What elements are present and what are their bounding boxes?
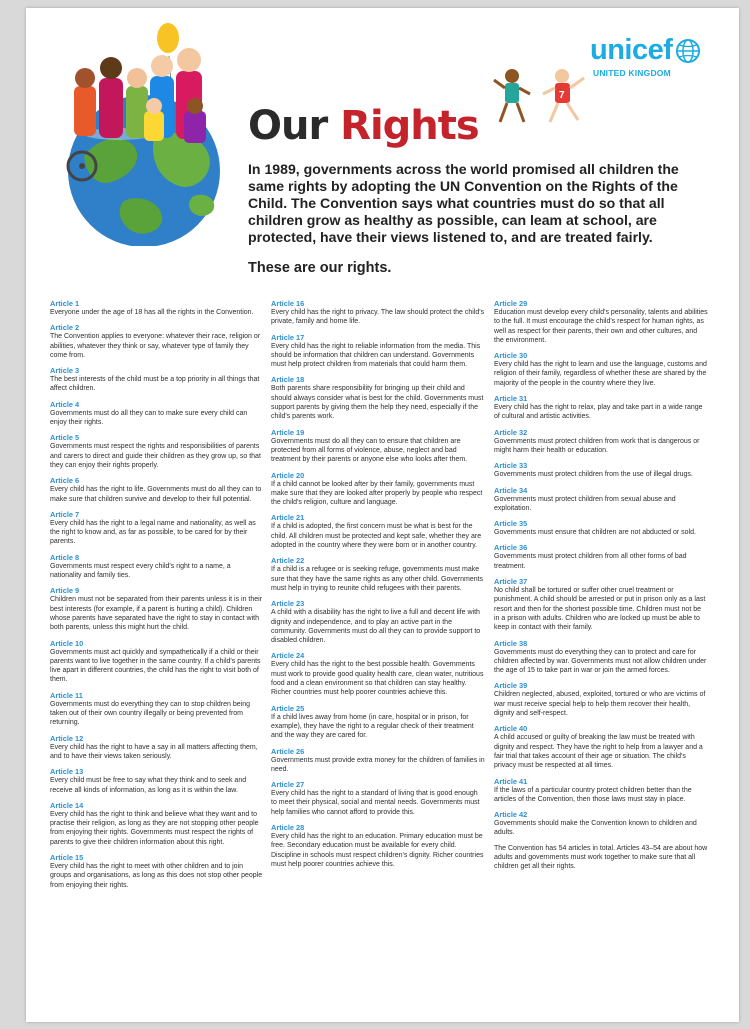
article-entry (271, 556, 485, 593)
article-title: Article 23 (271, 599, 305, 609)
article-title: Article 21 (271, 513, 305, 523)
article-title: Article 5 (50, 433, 80, 443)
article-entry (271, 704, 485, 741)
brand-subtitle: UNITED KINGDOM (593, 68, 671, 78)
article-text: Governments must respect every child's right to a name, a nationality and family ties. (50, 562, 231, 580)
article-title: Article 3 (50, 366, 80, 376)
unicef-globe-icon (675, 38, 701, 64)
article-text: Every child has the right to an education. Primary education must be free. Secondary education must be available for every child. Discipline in schools must respect children's dignity. Richer countries must help poorer countries achieve this. (271, 832, 484, 868)
article-title: Article 11 (50, 690, 83, 700)
article-title: Article 9 (50, 586, 80, 596)
article-text: Every child has the right to the best possible health. Governments must work to provide good quality health care, clean water, nutritious food and a clean environment so that children can stay healthy. Richer countries must help poorer countries achieve this. (271, 661, 484, 697)
article-entry (50, 433, 264, 470)
article-text: If a child is a refugee or is seeking refuge, governments must make sure that they have the same rights as any other child. Governments must help in trying to reunite child refugees with their parents. (271, 566, 484, 592)
article-title: Article 22 (271, 556, 305, 566)
globe-children-illustration (44, 16, 259, 246)
article-title: Article 28 (271, 822, 305, 832)
article-text: Children must not be separated from their parents unless it is in their best interests (for example, if a parent is hurting a child). Children whose parents have separated have the right to stay in contact with both parents, unless this might hurt the child. (50, 596, 263, 632)
article-title: Article 29 (494, 299, 528, 308)
article-title: Article 8 (50, 552, 80, 562)
article-entry (50, 801, 264, 847)
article-title: Article 38 (494, 638, 528, 648)
article-title: Article 25 (271, 703, 305, 713)
article-title: Article 41 (494, 776, 528, 786)
article-entry (50, 767, 264, 795)
article-text: Governments must do all they can to ensure that children are protected from all forms of violence, abuse, neglect and bad treatment by their parents or anyone else who looks after them. (271, 437, 468, 464)
article-entry (494, 777, 708, 805)
article-text: The Convention applies to everyone: whatever their race, religion or abilities, whatever they think or say, whatever type of family they come from. (50, 333, 261, 359)
unicef-logo (590, 34, 701, 78)
article-title: Article 32 (494, 427, 528, 437)
article-text: Governments must ensure that children are not abducted or sold. (494, 529, 696, 537)
article-title: Article 35 (494, 519, 528, 529)
article-title: Article 27 (271, 780, 305, 790)
article-text: Governments must provide extra money for the children of families in need. (271, 756, 485, 773)
article-text: Governments should make the Convention known to children and adults. (494, 820, 697, 837)
article-title: Article 20 (271, 470, 305, 480)
article-entry (494, 639, 708, 676)
article-text: Governments must protect children from the use of illegal drugs. (494, 471, 693, 479)
article-entry (271, 299, 485, 327)
brand-name: unicef (590, 34, 673, 66)
article-entry (494, 461, 708, 479)
article-title: Article 42 (494, 810, 528, 820)
article-text: Governments must do all they can to make sure every child can enjoy their rights. (50, 409, 248, 427)
article-title: Article 34 (494, 485, 528, 495)
article-entry (271, 651, 485, 697)
intro-paragraph: In 1989, governments across the world promised all children the same rights by adopting the UN Convention on the Rights of the Child. The Convention says what countries must do so that all children grow as healthy as possible, can leam at school, are protected, have their views listened to, and are treated fairly. (248, 161, 679, 245)
article-text: Every child has the right to a legal name and nationality, as well as the right to know and, as far as possible, to be cared for by their parents. (50, 519, 256, 546)
article-text: If a child is adopted, the first concern must be what is best for the child. All children must be protected and kept safe, whether they are adopted in the country where they were born or in another country. (271, 523, 482, 550)
article-text: Governments must protect children from all other forms of bad treatment. (494, 553, 687, 570)
article-entry (50, 366, 264, 394)
article-entry (271, 780, 485, 817)
article-entry (494, 394, 708, 422)
article-title: Article 33 (494, 461, 528, 471)
article-entry (494, 724, 708, 770)
article-title: Article 13 (50, 767, 84, 777)
article-entry (271, 599, 485, 645)
article-text: No child shall be tortured or suffer other cruel treatment or punishment. A child should be arrested or put in prison only as a last resort and then for the shortest possible time. Children must not be in a prison with adults. Children who are locked up must be able to keep in contact with their family. (494, 587, 706, 632)
article-entry (494, 543, 708, 571)
article-entry (50, 853, 264, 890)
article-entry (271, 513, 485, 550)
title-part-rights: Rights (340, 103, 479, 149)
article-title: Article 24 (271, 651, 305, 661)
article-title: Article 19 (271, 427, 305, 437)
article-text: Both parents share responsibility for bringing up their child and should always consider what is best for the child. Governments must support parents by giving them the help they need, especially if the child's parents work. (271, 385, 484, 421)
article-text: Every child has the right to think and believe what they want and to practise their religion, as long as they are not stopping other people from enjoying their rights. Governments must respect the rights of parents to give their children information about this right. (50, 810, 259, 846)
articles-column-1 (50, 299, 264, 896)
article-entry (271, 823, 485, 869)
article-text: Every child has the right to a standard of living that is good enough to meet their physical, social and mental needs. Governments must help families who cannot afford to provide this. (271, 790, 480, 816)
article-text: Governments must respect the rights and responsibilities of parents and carers to direct and guide their children as they grow up, so that they can enjoy their rights properly. (50, 443, 261, 469)
article-entry (50, 400, 264, 428)
article-text: Governments must protect children from sexual abuse and exploitation. (494, 495, 676, 512)
articles-column-3 (494, 299, 708, 872)
article-text: A child accused or guilty of breaking the law must be treated with dignity and respect. They have the right to help from a lawyer and a fair trial that takes account of their age or situation. The child's privacy must be respected at all times. (494, 734, 703, 770)
article-title: Article 37 (494, 577, 528, 587)
article-title: Article 31 (494, 394, 528, 404)
article-entry (50, 734, 264, 762)
article-text: Every child has the right to meet with other children and to join groups and organisations, as long as this does not stop other people from enjoying their rights. (50, 862, 263, 889)
article-title: Article 40 (494, 724, 528, 734)
article-entry (271, 747, 485, 775)
title-part-our: Our (248, 103, 328, 149)
article-text: If the laws of a particular country protect children better than the articles of the Convention, then those laws must stay in place. (494, 786, 692, 803)
article-text: Governments must protect children from work that is dangerous or might harm their health or education. (494, 437, 700, 454)
article-entry (494, 810, 708, 838)
article-text: Every child has the right to relax, play and take part in a wide range of cultural and artistic activities. (494, 404, 703, 421)
article-entry (494, 519, 708, 537)
article-text: If a child lives away from home (in care, hospital or in prison, for example), they have the right to a regular check of their treatment and the way they are cared for. (271, 713, 474, 740)
rights-subheading: These are our rights. (248, 260, 392, 276)
article-text: Children neglected, abused, exploited, tortured or who are victims of war must receive special help to help them recover their health, dignity and self-respect. (494, 691, 706, 718)
article-title: Article 2 (50, 323, 80, 333)
shirt-number: 7 (559, 90, 565, 101)
article-entry (271, 375, 485, 421)
article-entry (494, 428, 708, 456)
article-entry (50, 510, 264, 547)
article-title: Article 15 (50, 852, 84, 862)
article-text: If a child cannot be looked after by their family, governments must make sure that they are looked after properly by people who respect the child's religion, culture and language. (271, 480, 483, 507)
article-title: Article 1 (50, 299, 80, 308)
article-title: Article 39 (494, 681, 528, 691)
footer-note: The Convention has 54 articles in total. Articles 43–54 are about how adults and governments must work together to make sure that all children get all their rights. (494, 844, 708, 871)
article-entry (50, 691, 264, 728)
article-text: Education must develop every child's personality, talents and abilities to the full. It must encourage the child's respect for human rights, as well as respect for their parents, their own and other cultures, and the environment. (494, 309, 708, 344)
article-text: Every child has the right to reliable information from the media. This should be information that children can understand. Governments must help protect children from materials that could harm them. (271, 342, 481, 369)
article-title: Article 26 (271, 746, 305, 756)
article-text: Every child has the right to have a say in all matters affecting them, and to have their views taken seriously. (50, 743, 258, 760)
article-text: Everyone under the age of 18 has all the rights in the Convention. (50, 309, 254, 316)
article-entry (494, 486, 708, 514)
article-title: Article 30 (494, 351, 528, 361)
article-title: Article 17 (271, 332, 305, 342)
article-title: Article 14 (50, 800, 84, 810)
article-text: Every child must be free to say what they think and to seek and receive all kinds of information, as long as it is within the law. (50, 777, 247, 794)
article-title: Article 16 (271, 299, 305, 308)
article-entry (494, 299, 708, 345)
article-entry (271, 428, 485, 465)
poster (26, 8, 739, 1022)
article-text: Governments must do everything they can to protect and care for children affected by war. Governments must not allow children under the age of 15 to take part in war or join the armed forces. (494, 648, 707, 675)
article-text: Governments must do everything they can to stop children being taken out of their own country illegally or being prevented from returning. (50, 700, 250, 727)
article-text: Every child has the right to life. Governments must do all they can to make sure that children survive and develop to their full potential. (50, 486, 262, 503)
article-text: Every child has the right to learn and use the language, customs and religion of their family, regardless of whether these are shared by the majority of the people in the country where they live. (494, 361, 707, 387)
article-entry (50, 299, 264, 317)
article-text: Governments must act quickly and sympathetically if a child or their parents want to live together in the same country. If a child's parents live apart in different countries, the child has the right to visit both of them. (50, 648, 261, 684)
article-text: The best interests of the child must be a top priority in all things that affect children. (50, 376, 260, 393)
article-entry (494, 577, 708, 632)
article-entry (50, 639, 264, 685)
article-entry (50, 586, 264, 632)
article-entry (50, 553, 264, 581)
article-title: Article 4 (50, 399, 80, 409)
article-entry (494, 351, 708, 388)
article-entry (271, 471, 485, 508)
running-kids-illustration (488, 66, 598, 128)
article-text: A child with a disability has the right to live a full and decent life with dignity and independence, and to play an active part in the community. Governments must do all they can to provide support to disabled children. (271, 609, 481, 645)
article-text: Every child has the right to privacy. The law should protect the child's private, family and home life. (271, 309, 485, 326)
article-entry (50, 476, 264, 504)
article-title: Article 36 (494, 543, 528, 553)
article-entry (50, 323, 264, 360)
article-title: Article 7 (50, 509, 80, 519)
article-entry (494, 681, 708, 718)
article-title: Article 6 (50, 476, 80, 486)
page-title (248, 103, 479, 149)
article-title: Article 12 (50, 733, 84, 743)
articles-column-2 (271, 299, 485, 875)
article-entry (271, 333, 485, 370)
article-title: Article 10 (50, 638, 84, 648)
article-title: Article 18 (271, 375, 305, 385)
